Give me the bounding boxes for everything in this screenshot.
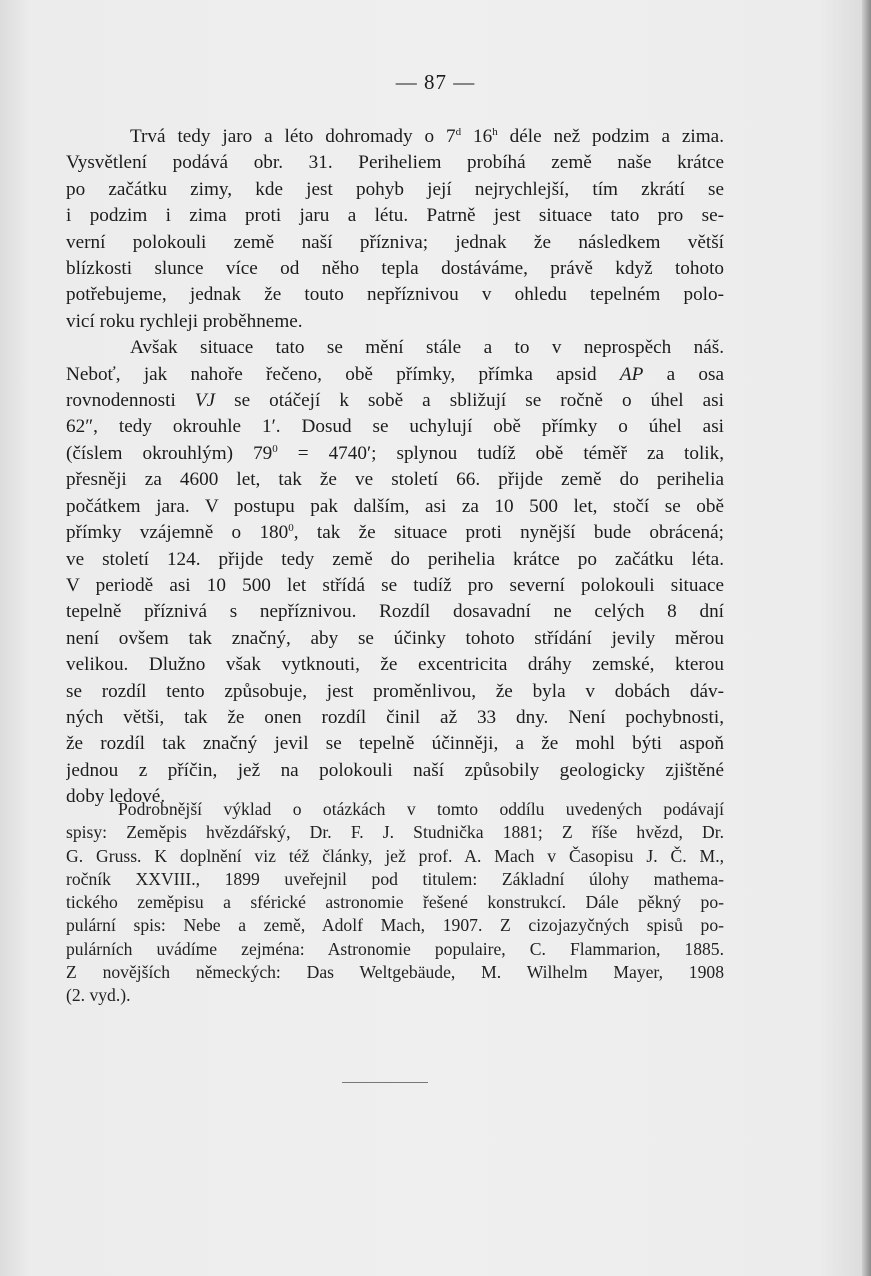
- text-line: verní polokouli země naší přízniva; jednak že následkem větší: [66, 231, 724, 253]
- note-line: spisy: Zeměpis hvězdářský, Dr. F. J. Studnička 1881; Z říše hvězd, Dr.: [66, 822, 724, 843]
- text-line: se rozdíl tento způsobuje, jest proměnlivou, že byla v dobách dáv-: [66, 680, 724, 702]
- note-line: pulárních uvádíme zejména: Astronomie populaire, C. Flammarion, 1885.: [66, 938, 724, 959]
- text-line: počátkem jara. V postupu pak dalším, asi za 10 500 let, stočí se obě: [66, 495, 724, 517]
- note-line: (2. vyd.).: [66, 985, 131, 1006]
- text-line: že rozdíl tak značný jevil se tepelně účinněji, a že mohl býti aspoň: [66, 733, 724, 755]
- text-line: rovnodennosti VJ se otáčejí k sobě a sbližují se ročně o úhel asi: [66, 390, 724, 412]
- text-line: ných větši, tak že onen rozdíl činil až 33 dny. Není pochybnosti,: [66, 706, 724, 728]
- text-line: ve století 124. přijde tedy země do perihelia krátce po začátku léta.: [66, 548, 724, 570]
- note-line: pulární spis: Nebe a země, Adolf Mach, 1907. Z cizojazyčných spisů po-: [66, 915, 724, 936]
- note-line: Podrobnější výklad o otázkách v tomto oddílu uvedených podávají: [118, 799, 724, 819]
- text-line: doby ledové.: [66, 786, 166, 808]
- text-line: i podzim i zima proti jaru a létu. Patrně jest situace tato pro se-: [66, 205, 724, 227]
- text-line: přesněji za 4600 let, tak že ve století 66. přijde země do perihelia: [66, 469, 724, 491]
- text-line: Avšak situace tato se mění stále a to v neprospěch náš.: [130, 337, 724, 359]
- text-line: po začátku zimy, kde jest pohyb její nejrychlejší, tím zkrátí se: [66, 178, 724, 200]
- text-line: potřebujeme, jednak že touto nepříznivou v ohledu tepelném polo-: [66, 284, 724, 306]
- note-line: G. Gruss. K doplnění viz též články, jež prof. A. Mach v Časopisu J. Č. M.,: [66, 845, 724, 866]
- text-line: Neboť, jak nahoře řečeno, obě přímky, přímka apsid AP a osa: [66, 363, 724, 385]
- text-line: blízkosti slunce více od něho tepla dostáváme, právě když tohoto: [66, 258, 724, 280]
- main-text: [66, 124, 724, 811]
- text-line: není ovšem tak značný, aby se účinky tohoto střídání jevily měrou: [66, 627, 724, 649]
- page-edge-shadow: [862, 0, 871, 1276]
- text-line: Trvá tedy jaro a léto dohromady o 7$^d$ 16$^h$ déle než podzim a zima.: [130, 126, 724, 147]
- page-number: — 87 —: [395, 70, 476, 94]
- section-divider: [342, 1082, 428, 1083]
- bibliography-note: [66, 798, 724, 1008]
- text-line: tepelně příznivá s nepříznivou. Rozdíl dosavadní ne celých 8 dní: [66, 601, 724, 623]
- text-line: (číslem okrouhlým) $79^0 = 4740'$; splynou tudíž obě téměř za tolik,: [66, 442, 724, 464]
- note-line: tického zeměpisu a sférické astronomie řešené konstrukcí. Dále pěkný po-: [66, 892, 724, 913]
- text-line: Vysvětlení podává obr. 31. Periheliem probíhá země naše krátce: [66, 152, 724, 174]
- text-line: velikou. Dlužno však vytknouti, že excentricita dráhy zemské, kterou: [66, 654, 724, 676]
- text-line: jednou z příčin, jež na polokouli naší způsobily geologicky zjištěné: [66, 759, 724, 781]
- text-line: přímky vzájemně o $180^0$, tak že situace proti nynější bude obrácená;: [66, 522, 724, 544]
- note-line: Z novějších německých: Das Weltgebäude, M. Wilhelm Mayer, 1908: [66, 962, 724, 983]
- note-line: ročník XXVIII., 1899 uveřejnil pod titulem: Základní úlohy mathema-: [66, 868, 724, 889]
- text-line: 62″, tedy okrouhle 1′. Dosud se uchylují obě přímky o úhel asi: [66, 416, 724, 438]
- text-line: vicí roku rychleji proběhneme.: [66, 310, 303, 332]
- text-line: V periodě asi 10 500 let střídá se tudíž pro severní polokouli situace: [66, 574, 724, 596]
